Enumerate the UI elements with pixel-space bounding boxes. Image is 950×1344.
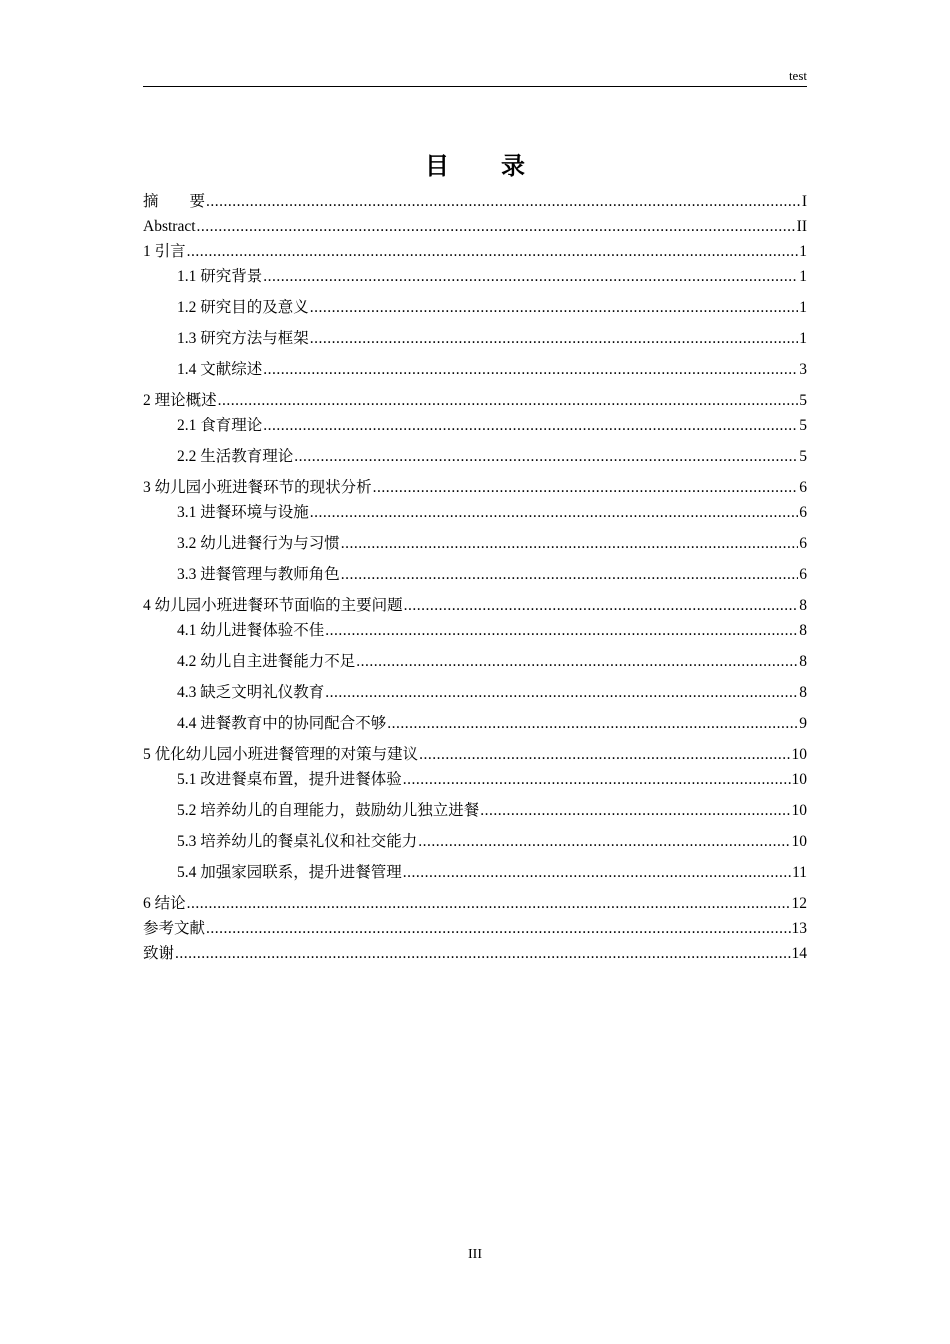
toc-entry[interactable] [143,596,807,616]
toc-entry-label: 1.2 研究目的及意义 [177,299,309,316]
toc-entry-page: 9 [799,715,807,732]
toc-dot-leader [206,919,790,939]
toc-entry[interactable] [143,192,807,212]
toc-entry[interactable] [177,801,807,821]
toc-dot-leader [356,652,798,672]
toc-dot-leader [404,596,799,616]
toc-entry[interactable] [177,298,807,318]
toc-entry-label: 5.1 改进餐桌布置，提升进餐体验 [177,771,402,788]
toc-entry-label: 6 结论 [143,895,186,912]
toc-entry[interactable] [177,360,807,380]
toc-title-char-1: 目 [425,154,449,180]
toc-entry-label: 2.1 食育理论 [177,417,263,434]
toc-entry-label: 2.2 生活教育理论 [177,448,294,465]
toc-entry-label: 3.3 进餐管理与教师角色 [177,566,340,583]
header-rule [143,86,807,87]
toc-entry[interactable] [177,621,807,641]
toc-entry[interactable] [143,242,807,262]
toc-entry-page: 10 [791,746,807,763]
toc-dot-leader [387,714,798,734]
toc-entry-label: 1 引言 [143,243,186,260]
toc-entry-label: 致谢 [143,945,175,962]
toc-entry-page: 10 [791,802,807,819]
toc-entry-label: 4 幼儿园小班进餐环节面临的主要问题 [143,597,403,614]
toc-entry-page: 5 [799,417,807,434]
toc-dot-leader [418,832,790,852]
toc-entry-label: 3 幼儿园小班进餐环节的现状分析 [143,479,372,496]
toc-entry-label: 5.4 加强家园联系，提升进餐管理 [177,864,402,881]
toc-entry[interactable] [143,391,807,411]
toc-entry-label: 1.1 研究背景 [177,268,263,285]
toc-entry[interactable] [177,267,807,287]
toc-entry-page: 10 [791,771,807,788]
toc-entry-page: 10 [791,833,807,850]
toc-entry-page: 6 [799,566,807,583]
toc-dot-leader [310,329,798,349]
toc-entry-page: 5 [799,448,807,465]
toc-dot-leader [403,863,791,883]
toc-dot-leader [197,217,796,237]
toc-entry-label: 参考文献 [143,920,206,937]
toc-entry-page: 1 [799,243,807,260]
toc-entry[interactable] [177,714,807,734]
toc-entry-page: II [796,218,807,235]
toc-entry-page: 5 [799,392,807,409]
toc-entry-page: 1 [799,330,807,347]
toc-entry-label: 3.1 进餐环境与设施 [177,504,309,521]
toc-entry-page: I [801,193,807,210]
toc-dot-leader [341,565,798,585]
toc-entry-page: 13 [791,920,807,937]
toc-entry-label: 4.1 幼儿进餐体验不佳 [177,622,325,639]
toc-dot-leader [263,360,798,380]
page-number: III [468,1247,482,1262]
toc-entry[interactable] [177,534,807,554]
toc-entry[interactable] [177,652,807,672]
toc-entry[interactable] [177,447,807,467]
toc-dot-leader [187,894,791,914]
toc-entry-label: 5 优化幼儿园小班进餐管理的对策与建议 [143,746,419,763]
toc-dot-leader [480,801,790,821]
toc-entry-label: 5.3 培养幼儿的餐桌礼仪和社交能力 [177,833,418,850]
toc-entry-page: 1 [799,268,807,285]
toc-entry-label: 4.4 进餐教育中的协同配合不够 [177,715,387,732]
toc-entry[interactable] [143,745,807,765]
toc-entry-page: 8 [799,653,807,670]
toc-entry[interactable] [143,944,807,964]
toc-entry-page: 3 [799,361,807,378]
toc-entry[interactable] [177,565,807,585]
toc-entry-label: 3.2 幼儿进餐行为与习惯 [177,535,340,552]
toc-entry[interactable] [143,217,807,237]
toc-entry[interactable] [177,329,807,349]
toc-entry[interactable] [143,478,807,498]
toc-dot-leader [218,391,799,411]
toc-dot-leader [325,621,798,641]
toc-dot-leader [419,745,790,765]
toc-dot-leader [263,416,798,436]
toc-entry[interactable] [143,894,807,914]
toc-entry[interactable] [143,919,807,939]
page-header-text: test [788,68,807,83]
toc-entry-label: 4.3 缺乏文明礼仪教育 [177,684,325,701]
toc-entry-page: 8 [799,597,807,614]
toc-title-char-2: 录 [501,154,525,180]
toc-entry-label: 4.2 幼儿自主进餐能力不足 [177,653,356,670]
toc-dot-leader [294,447,798,467]
toc-entry-page: 8 [799,684,807,701]
toc-dot-leader [206,192,801,212]
toc-entry[interactable] [177,832,807,852]
toc-dot-leader [403,770,791,790]
toc-entry-label: 1.4 文献综述 [177,361,263,378]
toc-entry-page: 8 [799,622,807,639]
toc-entry-label: Abstract [143,218,196,235]
toc-entry-label: 摘 要 [143,193,206,210]
toc-entry[interactable] [177,503,807,523]
toc-entry[interactable] [177,416,807,436]
toc-dot-leader [310,503,798,523]
toc-entry[interactable] [177,683,807,703]
toc-entry-page: 6 [799,535,807,552]
toc-entry-label: 1.3 研究方法与框架 [177,330,309,347]
toc-entry-page: 1 [799,299,807,316]
toc-dot-leader [187,242,799,262]
toc-entry[interactable] [177,770,807,790]
toc-entry-page: 6 [799,504,807,521]
toc-dot-leader [325,683,798,703]
toc-entry-page: 14 [791,945,807,962]
toc-entry-page: 12 [791,895,807,912]
toc-dot-leader [175,944,790,964]
toc-entry[interactable] [177,863,807,883]
toc-entry-label: 2 理论概述 [143,392,217,409]
toc-entry-label: 5.2 培养幼儿的自理能力，鼓励幼儿独立进餐 [177,802,480,819]
toc-dot-leader [263,267,798,287]
toc-dot-leader [310,298,798,318]
toc-entry-page: 6 [799,479,807,496]
toc-dot-leader [341,534,798,554]
toc-title [0,146,950,181]
toc-entry-page: 11 [792,864,807,881]
toc-dot-leader [373,478,799,498]
